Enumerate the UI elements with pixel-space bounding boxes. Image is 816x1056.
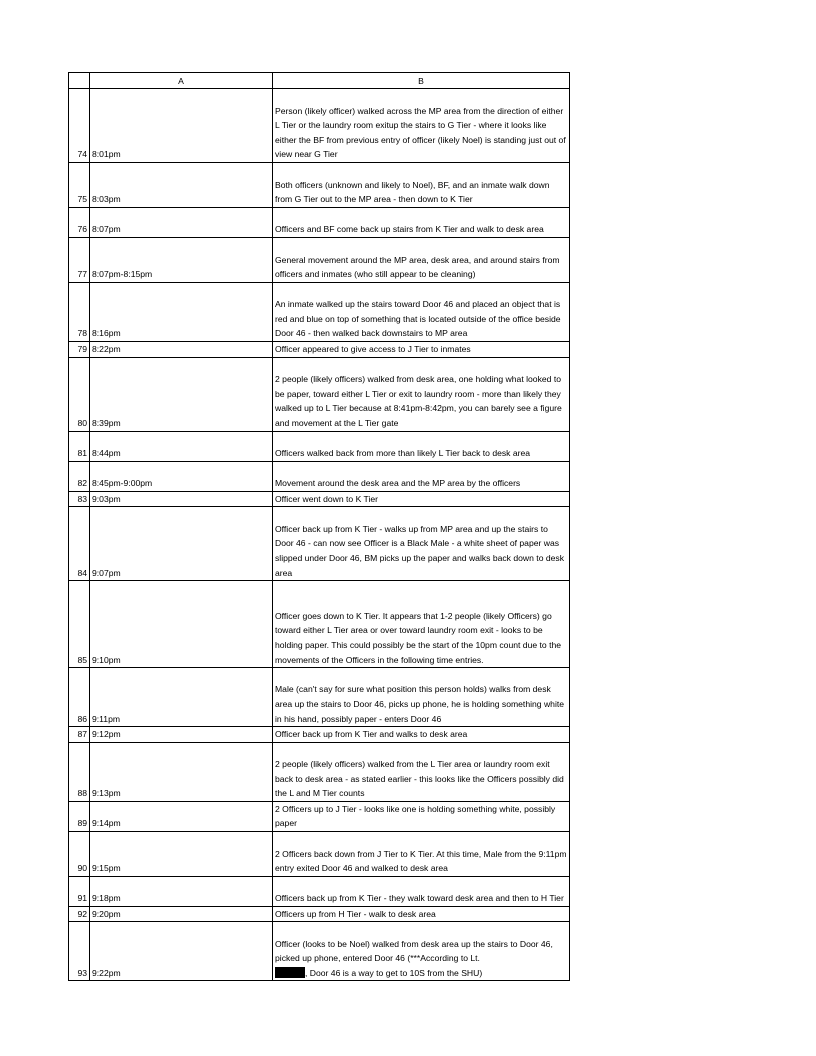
row-number[interactable]: 78 [69,283,90,342]
time-cell[interactable]: 9:10pm [90,581,273,668]
row-number[interactable]: 77 [69,238,90,283]
table-row [69,507,570,581]
table-row [69,922,570,981]
row-number[interactable]: 87 [69,727,90,743]
description-text-continued: , Door 46 is a way to get to 10S from the SHU) [305,967,483,978]
table-row [69,208,570,238]
time-cell[interactable]: 8:01pm [90,89,273,163]
description-cell[interactable]: Movement around the desk area and the MP area by the officers [273,461,570,491]
row-number[interactable]: 74 [69,89,90,163]
column-header-a[interactable]: A [90,73,273,89]
time-cell[interactable]: 9:22pm [90,922,273,981]
row-number[interactable]: 91 [69,876,90,906]
description-cell[interactable]: Officer goes down to K Tier. It appears that 1-2 people (likely Officers) go toward either L Tier area or over toward laundry room exit - looks to be holding paper. This could possibly be the start of the 10pm count due to the movements of the Officers in the following time entries. [273,581,570,668]
time-cell[interactable]: 9:12pm [90,727,273,743]
time-cell[interactable]: 9:07pm [90,507,273,581]
description-cell[interactable]: 2 people (likely officers) walked from the L Tier area or laundry room exit back to desk area - as stated earlier - this looks like the Officers possibly did the L and M Tier counts [273,742,570,801]
description-cell[interactable]: 2 people (likely officers) walked from desk area, one holding what looked to be paper, toward either L Tier or exit to laundry room - more than likely they walked up to L Tier because at 8:41pm-8:42pm, you can barely see a figure and movement at the L Tier gate [273,357,570,431]
column-header-b[interactable]: B [273,73,570,89]
table-row [69,89,570,163]
row-number[interactable]: 82 [69,461,90,491]
description-text: Officer (looks to be Noel) walked from desk area up the stairs to Door 46, picked up phone, entered Door 46 (***According to Lt. [275,938,553,964]
time-cell[interactable]: 8:45pm-9:00pm [90,461,273,491]
time-cell[interactable]: 8:07pm [90,208,273,238]
time-cell[interactable]: 9:15pm [90,831,273,876]
time-cell[interactable]: 8:07pm-8:15pm [90,238,273,283]
corner-cell[interactable] [69,73,90,89]
description-cell[interactable]: Officers back up from K Tier - they walk toward desk area and then to H Tier [273,876,570,906]
row-number[interactable]: 84 [69,507,90,581]
description-cell[interactable]: Male (can't say for sure what position this person holds) walks from desk area up the stairs to Door 46, picks up phone, he is holding something white in his hand, possibly paper - enters Door 46 [273,668,570,727]
table-row [69,238,570,283]
table-row [69,491,570,507]
description-cell[interactable]: Officer appeared to give access to J Tier to inmates [273,342,570,358]
description-cell[interactable]: 2 Officers back down from J Tier to K Tier. At this time, Male from the 9:11pm entry exited Door 46 and walked to desk area [273,831,570,876]
description-cell[interactable] [273,922,570,981]
row-number[interactable]: 89 [69,801,90,831]
table-row [69,283,570,342]
time-cell[interactable]: 9:03pm [90,491,273,507]
table-row [69,163,570,208]
time-cell[interactable]: 8:03pm [90,163,273,208]
time-cell[interactable]: 9:18pm [90,876,273,906]
row-number[interactable]: 85 [69,581,90,668]
description-cell[interactable]: Officer back up from K Tier and walks to desk area [273,727,570,743]
time-cell[interactable]: 8:39pm [90,357,273,431]
table-row [69,342,570,358]
row-number[interactable]: 76 [69,208,90,238]
description-cell[interactable]: An inmate walked up the stairs toward Door 46 and placed an object that is red and blue on top of something that is located outside of the office beside Door 46 - then walked back downstairs to MP area [273,283,570,342]
time-cell[interactable]: 8:44pm [90,431,273,461]
table-row [69,876,570,906]
redaction-block [275,967,305,978]
time-cell[interactable]: 9:11pm [90,668,273,727]
table-row [69,727,570,743]
description-cell[interactable]: Officers walked back from more than likely L Tier back to desk area [273,431,570,461]
row-number[interactable]: 86 [69,668,90,727]
time-cell[interactable]: 8:22pm [90,342,273,358]
time-cell[interactable]: 9:13pm [90,742,273,801]
spreadsheet-table [68,72,570,981]
row-number[interactable]: 80 [69,357,90,431]
table-row [69,461,570,491]
description-cell[interactable]: Officers and BF come back up stairs from K Tier and walk to desk area [273,208,570,238]
table-row [69,431,570,461]
table-row [69,831,570,876]
row-number[interactable]: 83 [69,491,90,507]
description-cell[interactable]: Both officers (unknown and likely to Noel), BF, and an inmate walk down from G Tier out to the MP area - then down to K Tier [273,163,570,208]
description-cell[interactable]: Person (likely officer) walked across the MP area from the direction of either L Tier or the laundry room exitup the stairs to G Tier - where it looks like either the BF from previous entry of officer (likely Noel) is standing just out of view near G Tier [273,89,570,163]
time-cell[interactable]: 9:20pm [90,906,273,922]
description-cell[interactable]: General movement around the MP area, desk area, and around stairs from officers and inmates (who still appear to be cleaning) [273,238,570,283]
time-cell[interactable]: 9:14pm [90,801,273,831]
column-header-row [69,73,570,89]
description-cell[interactable]: Officers up from H Tier - walk to desk area [273,906,570,922]
description-cell[interactable]: Officer back up from K Tier - walks up from MP area and up the stairs to Door 46 - can now see Officer is a Black Male - a white sheet of paper was slipped under Door 46, BM picks up the paper and walks back down to desk area [273,507,570,581]
table-row [69,906,570,922]
table-row [69,668,570,727]
table-row [69,581,570,668]
row-number[interactable]: 88 [69,742,90,801]
table-row [69,742,570,801]
table-row [69,801,570,831]
table-row [69,357,570,431]
description-cell[interactable]: 2 Officers up to J Tier - looks like one is holding something white, possibly paper [273,801,570,831]
description-cell[interactable]: Officer went down to K Tier [273,491,570,507]
row-number[interactable]: 79 [69,342,90,358]
row-number[interactable]: 92 [69,906,90,922]
row-number[interactable]: 90 [69,831,90,876]
row-number[interactable]: 75 [69,163,90,208]
row-number[interactable]: 93 [69,922,90,981]
row-number[interactable]: 81 [69,431,90,461]
time-cell[interactable]: 8:16pm [90,283,273,342]
